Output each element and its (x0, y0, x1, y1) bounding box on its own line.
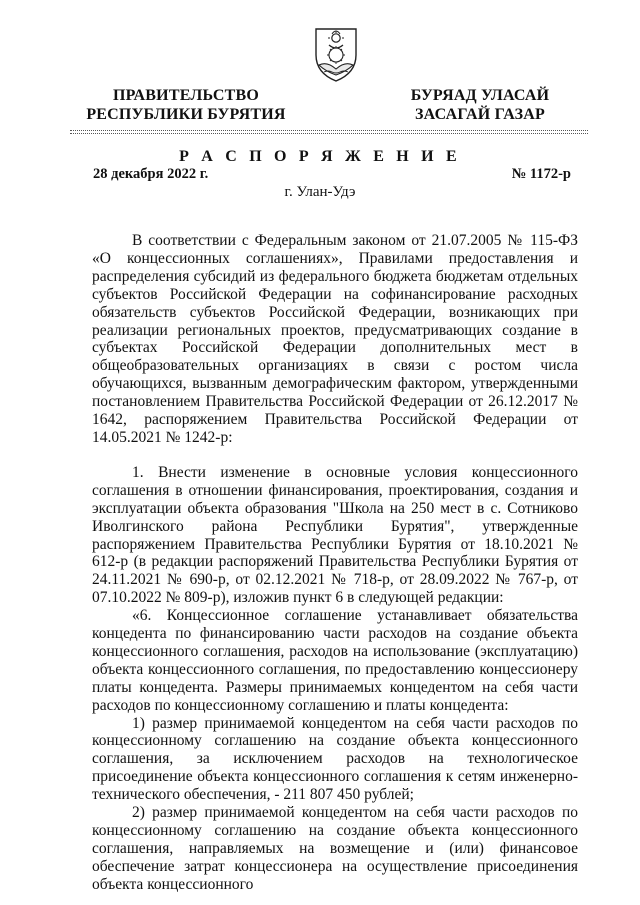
document-number: № 1172-р (511, 166, 571, 182)
header-divider-top (70, 130, 588, 131)
government-name-ru (86, 86, 286, 124)
point-6-paragraph: «6. Концессионное соглашение устанавливает обязательства концедента по финансированию части расходов на создание объекта концессионного соглашения, расходов на использование (эксплуатацию) объекта концессионного соглашения, по предоставлению концессионеру платы концедента. Размеры принимаемых концедентом на себя части расходов по концессионному соглашению и платы концедента: (92, 607, 578, 714)
government-name-ru-line1: ПРАВИТЕЛЬСТВО (112, 87, 260, 104)
subpoint-2-paragraph: 2) размер принимаемой концедентом на себя части расходов по концессионному соглашению на создание объекта концессионного соглашения, направляемых на возмещение и (или) финансовое обеспечение затрат концессионера на осуществление присоединения объекта концессионного (92, 804, 578, 893)
document-city: г. Улан-Удэ (284, 184, 356, 200)
government-name-bua-line2: ЗАСАГАЙ ГАЗАР (415, 106, 545, 123)
document-body (92, 232, 578, 894)
preamble-paragraph: В соответствии с Федеральным законом от 21.07.2005 № 115-ФЗ «О концессионных соглашениях», Правилами предоставления и распределения субсидий из федерального бюджета бюджетам отдельных субъектов Российской Федерации на софинансирование расходных обязательств субъектов Российской Федерации, возникающих при реализации региональных проектов, предусматривающих создание в субъектах Российской Федерации дополнительных мест в общеобразовательных организациях в связи с ростом числа обучающихся, вызванным демографическим фактором, утвержденными постановлением Правительства Российской Федерации от 26.12.2017 № 1642, распоряжением Правительства Российской Федерации от 14.05.2021 № 1242-р: (92, 232, 578, 446)
subpoint-1-paragraph: 1) размер принимаемой концедентом на себя части расходов по концессионному соглашению на создание объекта концессионного соглашения, за исключением расходов на технологическое присоединение объекта концессионного соглашения к сетям инженерно-технического обеспечения, - 211 807 450 рублей; (92, 714, 578, 804)
government-name-bua-line1: БУРЯАД УЛАСАЙ (410, 87, 550, 104)
document-date: 28 декабря 2022 г. (93, 166, 209, 182)
document-type-title: Р А С П О Р Я Ж Е Н И Е (179, 148, 461, 165)
item-1-paragraph: 1. Внести изменение в основные условия концессионного соглашения в отношении финансирования, проектирования, создания и эксплуатации объекта образования "Школа на 250 мест в с. Сотниково Иволгинского района Республики Бурятия", утвержденные распоряжением Правительства Республики Бурятия от 18.10.2021 № 612-р (в редакции распоряжений Правительства Республики Бурятия от 24.11.2021 № 690-р, от 02.12.2021 № 718-р, от 28.09.2022 № 767-р, от 07.10.2022 № 809-р), изложив пункт 6 в следующей редакции: (92, 463, 578, 607)
government-name-ru-line2: РЕСПУБЛИКИ БУРЯТИЯ (86, 106, 286, 123)
government-name-bua (400, 86, 560, 124)
coat-of-arms-emblem-icon (310, 25, 362, 83)
header-divider-bottom (70, 133, 588, 134)
